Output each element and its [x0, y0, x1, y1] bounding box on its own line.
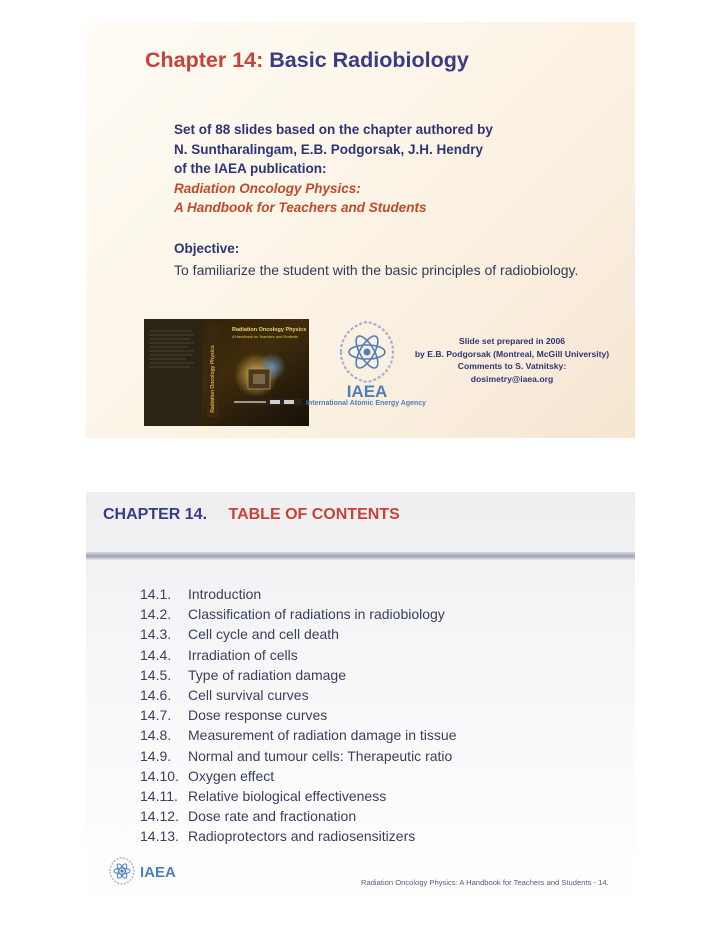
toc-item[interactable] — [140, 604, 456, 624]
title-slide — [86, 22, 635, 438]
toc-number: 14.2. — [140, 606, 172, 623]
toc-number: 14.13. — [140, 828, 179, 845]
toc-item[interactable] — [140, 685, 456, 705]
publication-title: Radiation Oncology Physics: — [174, 180, 361, 196]
toc-number: 14.11. — [140, 787, 178, 804]
chapter-label: Chapter 14: — [145, 48, 264, 72]
toc-text: Oxygen effect — [188, 767, 275, 784]
objective-heading: Objective: — [174, 241, 240, 256]
publication-subtitle: A Handbook for Teachers and Students — [174, 200, 427, 215]
chapter-label: CHAPTER 14. — [103, 506, 208, 523]
toc-item[interactable] — [140, 705, 456, 725]
slide-title — [145, 48, 469, 73]
toc-number: 14.8. — [140, 727, 172, 744]
toc-item[interactable] — [140, 624, 456, 644]
prepared-line: Slide set prepared in 2006 — [458, 336, 566, 346]
header-divider — [86, 552, 635, 560]
svg-text:A Handbook for Teachers and St: A Handbook for Teachers and Students — [232, 335, 298, 339]
slide-footer: Radiation Oncology Physics: A Handbook for Teachers and Students - 14. — [361, 878, 609, 887]
description-line: of the IAEA publication: — [174, 161, 327, 176]
toc-number: 14.9. — [140, 747, 172, 764]
description-line: N. Suntharalingam, E.B. Podgorsak, J.H. Hendry — [174, 141, 484, 157]
iaea-small-logo-icon — [106, 856, 206, 886]
contact-email[interactable]: dosimetry@iaea.org — [470, 373, 554, 384]
toc-text: Cell survival curves — [188, 686, 309, 703]
objective-text: To familiarize the student with the basic principles of radiobiology. — [174, 262, 579, 278]
toc-item[interactable] — [140, 746, 456, 766]
toc-text: Normal and tumour cells: Therapeutic ratio — [188, 747, 453, 764]
toc-item[interactable] — [140, 645, 456, 665]
toc-number: 14.4. — [140, 646, 172, 663]
iaea-small-logo-text: IAEA — [140, 864, 176, 881]
toc-text: Classification of radiations in radiobiology — [188, 606, 445, 623]
toc-text: Irradiation of cells — [188, 646, 298, 663]
toc-item[interactable] — [140, 725, 456, 745]
prepared-line: Comments to S. Vatnitsky: — [457, 361, 567, 371]
toc-text: Dose rate and fractionation — [188, 808, 357, 825]
svg-text:Radiation Oncology Physics: Radiation Oncology Physics — [232, 327, 307, 333]
toc-item[interactable] — [140, 584, 456, 604]
prepared-by — [394, 335, 630, 385]
toc-text: Relative biological effectiveness — [188, 787, 387, 804]
toc-text: Introduction — [188, 586, 262, 602]
toc-item[interactable] — [140, 806, 456, 826]
toc-number: 14.10. — [140, 767, 179, 784]
toc-number: 14.5. — [140, 666, 172, 683]
toc-item[interactable] — [140, 665, 456, 685]
slide-description — [174, 120, 493, 218]
toc-text: Radioprotectors and radiosensitizers — [188, 828, 416, 845]
iaea-full-name: International Atomic Energy Agency — [306, 400, 427, 407]
book-cover-image — [144, 319, 309, 426]
toc-number: 14.3. — [140, 626, 172, 643]
toc-item[interactable] — [140, 786, 456, 806]
slide-title — [103, 506, 400, 524]
iaea-logo-text: IAEA — [346, 382, 388, 401]
toc-number: 14.12. — [140, 808, 179, 825]
table-of-contents — [140, 584, 456, 846]
prepared-line: by E.B. Podgorsak (Montreal, McGill University) — [414, 348, 610, 359]
toc-text: Measurement of radiation damage in tissue — [188, 727, 457, 744]
toc-number: 14.1. — [140, 586, 172, 602]
chapter-title: Basic Radiobiology — [269, 48, 469, 72]
toc-title: TABLE OF CONTENTS — [228, 506, 400, 523]
toc-slide — [86, 492, 635, 904]
toc-number: 14.7. — [140, 707, 172, 724]
toc-item[interactable] — [140, 766, 456, 786]
toc-number: 14.6. — [140, 686, 172, 703]
toc-text: Cell cycle and cell death — [188, 626, 339, 643]
toc-text: Dose response curves — [188, 707, 328, 724]
description-line: Set of 88 slides based on the chapter authored by — [174, 122, 493, 137]
toc-text: Type of radiation damage — [188, 666, 346, 683]
svg-text:Radiation Oncology Physics: Radiation Oncology Physics — [210, 345, 216, 413]
toc-item[interactable] — [140, 826, 456, 846]
